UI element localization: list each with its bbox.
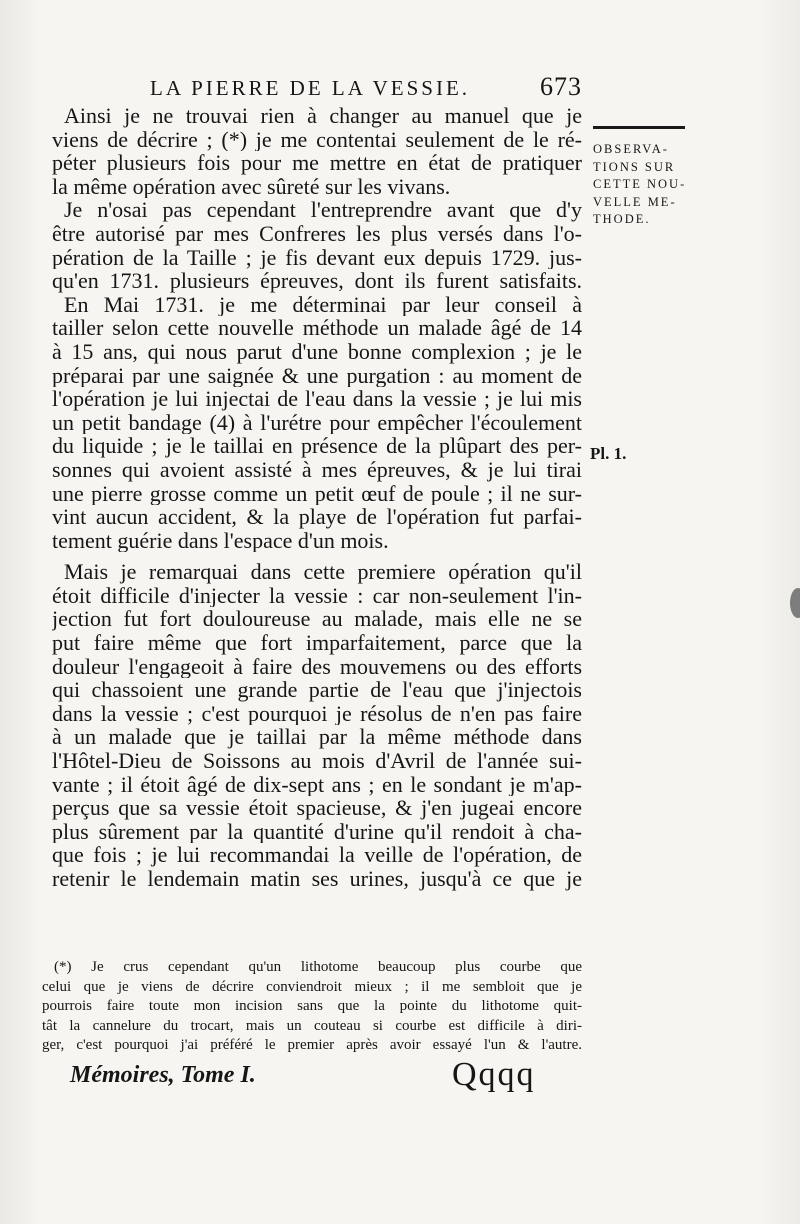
text-line: viens de décrire ; (*) je me contentai seulement de le ré- [52,127,582,152]
margin-note-line: OBSERVA- [593,142,669,156]
footnote-line: celui que je viens de décrire conviendroit mieux ; il me sembloit que je [42,978,582,995]
text-line: sonnes qui avoient assisté à mes épreuves, & je lui tirai [52,457,582,482]
signature-line: Mémoires, Tome I. [70,1062,256,1088]
margin-rule [593,126,685,129]
text-line: à 15 ans, qui nous parut d'une bonne complexion ; je le [52,339,582,364]
text-line: étoit difficile d'injecter la vessie : car non-seulement l'in- [52,583,582,608]
text-line: dans la vessie ; c'est pourquoi je résolus de n'en pas faire [52,701,582,726]
text-line: la même opération avec sûreté sur les vivans. [52,174,451,199]
text-line: retenir le lendemain matin ses urines, jusqu'à ce que je [52,867,582,891]
margin-note-line: VELLE ME- [593,194,677,209]
text-line: péter plusieurs fois pour me mettre en état de pratiquer [52,151,582,175]
text-line: pération de la Taille ; je fis devant eux depuis 1729. jus- [52,245,582,270]
footnote-line: (*) Je crus cependant qu'un lithotome beaucoup plus courbe que [54,959,582,975]
text-line: douleur l'engageoit à faire des mouvemens ou des efforts [52,654,582,679]
footnote [42,958,582,1056]
text-line: l'opération je lui injectai de l'eau dans la vessie ; je lui mis [52,387,582,411]
footnote-line: pourrois faire toute mon incision sans que la pointe du lithotome quit- [42,998,582,1014]
margin-note-line: CETTE NOU- [593,177,687,192]
text-line: tement guérie dans l'espace d'un mois. [52,528,389,553]
text-line: que fois ; je lui recommandai la veille de l'opération, de [52,843,582,867]
text-line: Mais je remarquai dans cette premiere opération qu'il [64,560,582,584]
text-line: être autorisé par mes Confreres les plus versés dans l'o- [52,221,582,246]
ink-blot [790,588,800,618]
page-footer [70,1056,590,1096]
text-line: jection fut fort douloureuse au malade, mais elle ne se [52,607,582,632]
text-line: Ainsi je ne trouvai rien à changer au manuel que je [64,104,582,128]
text-line: une pierre grosse comme un petit œuf de poule ; il ne sur- [52,481,582,506]
text-line: tailler selon cette nouvelle méthode un malade âgé de 14 [52,316,582,340]
text-line: qu'en 1731. plusieurs épreuves, dont ils furent satisfaits. [52,269,582,293]
footnote-line: tât la cannelure du trocart, mais un couteau si courbe est difficile à diri- [42,1017,582,1034]
text-line: plus sûrement par la quantité d'urine qu'il rendoit à cha- [52,819,582,844]
text-line: l'Hôtel-Dieu de Soissons au mois d'Avril de l'année sui- [52,749,582,773]
text-line: qui chassoient une grande partie de l'eau que j'injectois [52,678,582,702]
page-number: 673 [540,72,582,101]
main-text [52,104,582,891]
text-line: Je n'osai pas cependant l'entreprendre avant que d'y [64,198,582,222]
footnote-line: ger, c'est pourquoi j'ai préféré le premier après avoir essayé l'un & l'autre. [42,1037,582,1053]
margin-note-line: THODE. [593,212,651,227]
running-title: LA PIERRE DE LA VESSIE. [150,76,471,100]
gathering-mark: Qqqq [452,1056,536,1093]
text-line: vint aucun accident, & la playe de l'opération fut parfai- [52,505,582,529]
text-line: vante ; il étoit âgé de dix-sept ans ; en le sondant je m'ap- [52,772,582,797]
text-line: En Mai 1731. je me déterminai par leur conseil à [64,292,582,317]
margin-note-line: TIONS SUR [593,159,676,174]
text-line: à un malade que je taillai par la même méthode dans [52,725,582,750]
text-line: un petit bandage (4) à l'urétre pour empêcher l'écoulement [52,410,582,435]
text-line: du liquide ; je le taillai en présence de la plûpart des per- [52,434,582,458]
margin-note [593,126,693,229]
plate-reference: Pl. 1. [590,444,627,463]
text-line: put faire même que fort imparfaitement, parce que la [52,631,582,655]
text-line: préparai par une saignée & une purgation : au moment de [52,363,582,388]
text-line: perçus que sa vessie étoit spacieuse, & j'en jugeai encore [52,796,582,820]
